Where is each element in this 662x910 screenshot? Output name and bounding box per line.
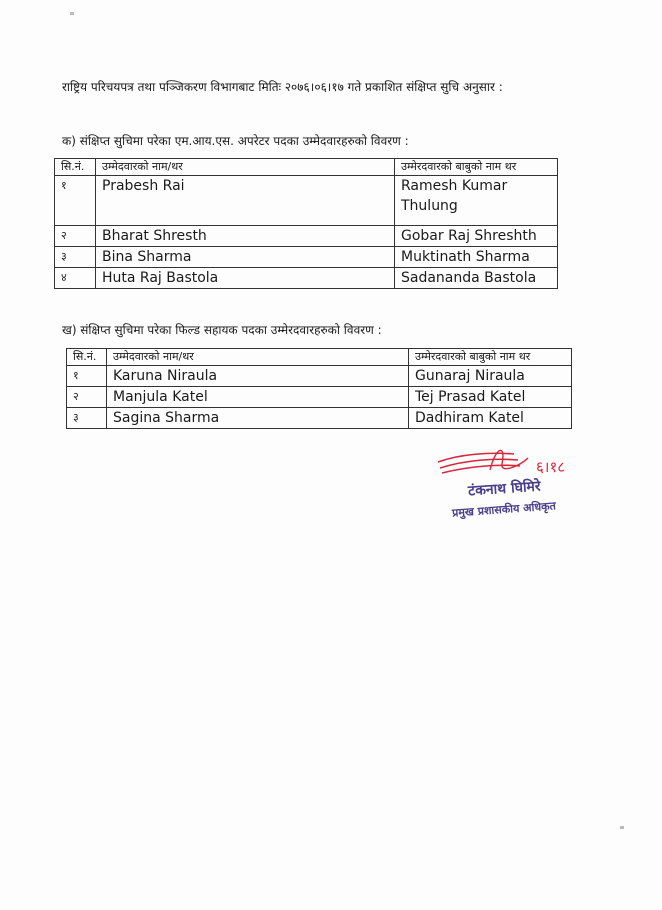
serial-cell: २	[55, 226, 96, 247]
father-name-cell: Gunaraj Niraula	[409, 366, 572, 387]
serial-cell: २	[67, 387, 107, 408]
section-a-caption: क) संक्षिप्त सुचिमा परेका एम.आय.एस. अपरेटर पदका उम्मेदवारहरुको विवरण :	[62, 134, 409, 148]
serial-cell: ४	[55, 268, 96, 289]
stamp-officer-title: प्रमुख प्रशासकीय अधिकृत	[451, 499, 557, 520]
serial-cell: ३	[55, 247, 96, 268]
col-serial: सि.नं.	[55, 159, 96, 176]
table-row	[55, 247, 558, 268]
serial-cell: १	[67, 366, 107, 387]
serial-cell: १	[55, 176, 96, 226]
candidate-name-cell: Manjula Katel	[107, 387, 409, 408]
table-header-row	[67, 349, 572, 366]
table-header-row	[55, 159, 558, 176]
father-name-cell: Ramesh Kumar Thulung	[395, 176, 558, 226]
table-row	[55, 226, 558, 247]
candidate-name-cell: Karuna Niraula	[107, 366, 409, 387]
table-row	[67, 387, 572, 408]
table-row	[55, 268, 558, 289]
father-name-cell: Sadananda Bastola	[395, 268, 558, 289]
table-row	[67, 408, 572, 429]
section-b-caption: ख) संक्षिप्त सुचिमा परेका फिल्ड सहायक पदका उम्मेरदवारहरुको विवरण :	[62, 323, 382, 337]
table-row	[67, 366, 572, 387]
col-candidate-name: उम्मेदवारको नाम/थर	[96, 159, 395, 176]
candidate-name-cell: Prabesh Rai	[96, 176, 395, 226]
candidate-name-cell: Bina Sharma	[96, 247, 395, 268]
table-row	[55, 176, 558, 226]
col-serial: सि.नं.	[67, 349, 107, 366]
signature-date: ६।१८	[536, 458, 566, 476]
col-father-name: उम्मेरदवारको बाबुको नाम थर	[409, 349, 572, 366]
stamp-officer-name: टंकनाथ घिमिरे	[467, 478, 542, 500]
col-father-name: उम्मेरदवारको बाबुको नाम थर	[395, 159, 558, 176]
candidate-name-cell: Sagina Sharma	[107, 408, 409, 429]
father-name-cell: Gobar Raj Shreshth	[395, 226, 558, 247]
table-field-assistant	[66, 348, 572, 429]
scan-mark	[620, 826, 624, 829]
candidate-name-cell: Huta Raj Bastola	[96, 268, 395, 289]
candidate-name-cell: Bharat Shresth	[96, 226, 395, 247]
father-name-cell: Muktinath Sharma	[395, 247, 558, 268]
father-name-cell: Tej Prasad Katel	[409, 387, 572, 408]
father-name-cell: Dadhiram Katel	[409, 408, 572, 429]
table-mis-operator	[54, 158, 558, 289]
serial-cell: ३	[67, 408, 107, 429]
col-candidate-name: उम्मेदवारको नाम/थर	[107, 349, 409, 366]
intro-paragraph: राष्ट्रिय परिचयपत्र तथा पञ्जिकरण विभागबाट मितिः २०७६।०६।१७ गते प्रकाशित संक्षिप्त सुचि अनुसार :	[62, 80, 503, 94]
scan-mark	[70, 12, 74, 15]
